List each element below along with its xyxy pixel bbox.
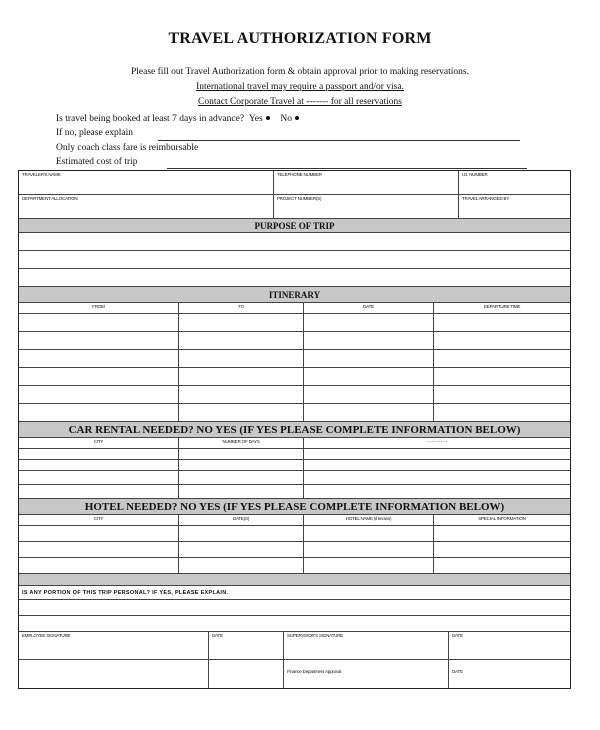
info-cell[interactable] <box>304 460 570 470</box>
hotel-city-cell[interactable] <box>19 526 179 541</box>
days-cell[interactable] <box>179 471 304 484</box>
blank-date-cell[interactable] <box>209 660 284 688</box>
hotel-row <box>19 558 570 574</box>
time-cell[interactable] <box>434 368 570 385</box>
car-rental-header: CAR RENTAL NEEDED? NO YES (IF YES PLEASE COMPLETE INFORMATION BELOW) <box>19 422 570 438</box>
col-to: TO <box>179 303 304 313</box>
id-number-field[interactable]: I.D. NUMBER <box>462 172 488 177</box>
arranged-by-field[interactable]: TRAVEL ARRANGED BY <box>462 196 510 201</box>
itinerary-row <box>19 404 570 422</box>
personal-explain-line[interactable] <box>19 600 570 616</box>
hotel-city-cell[interactable] <box>19 542 179 557</box>
personal-section-bar <box>19 574 570 586</box>
purpose-header: PURPOSE OF TRIP <box>19 219 570 233</box>
date-cell[interactable] <box>304 386 434 403</box>
personal-trip-question: IS ANY PORTION OF THIS TRIP PERSONAL? IF YES, PLEASE EXPLAIN. <box>19 586 570 600</box>
col-special-info: SPECIAL INFORMATION <box>478 516 526 521</box>
hotel-dates-cell[interactable] <box>179 526 304 541</box>
info-cell[interactable] <box>304 449 570 459</box>
col-car-info: - - - - - - - - - <box>426 439 448 444</box>
city-cell[interactable] <box>19 471 179 484</box>
hotel-columns <box>19 515 570 526</box>
to-cell[interactable] <box>179 332 304 349</box>
explain-label: If no, please explain <box>56 128 134 138</box>
supervisor-date-field[interactable]: DATE <box>452 633 463 638</box>
department-field[interactable]: DEPARTMENT ALLOCATION <box>19 195 274 218</box>
special-info-cell[interactable] <box>434 526 570 541</box>
contact-text: Contact Corporate Travel at ------- for all reservations <box>198 97 402 107</box>
itinerary-header: ITINERARY <box>19 287 570 303</box>
city-cell[interactable] <box>19 449 179 459</box>
itinerary-row <box>19 368 570 386</box>
to-cell[interactable] <box>179 404 304 421</box>
from-cell[interactable] <box>19 404 179 421</box>
days-cell[interactable] <box>179 485 304 498</box>
finance-date-field[interactable]: DATE <box>452 669 463 674</box>
no-label: No <box>280 114 293 124</box>
hotel-header: HOTEL NEEDED? NO YES (IF YES PLEASE COMPLETE INFORMATION BELOW) <box>19 499 570 515</box>
blank-sig-cell[interactable] <box>19 660 209 688</box>
col-city: CITY <box>19 438 179 448</box>
cost-label: Estimated cost of trip <box>56 157 138 167</box>
car-rental-columns <box>19 438 570 449</box>
city-cell[interactable] <box>19 485 179 498</box>
car-rental-row <box>19 460 570 471</box>
special-info-cell[interactable] <box>434 558 570 573</box>
passport-text: International travel may require a passport and/or visa. <box>196 82 404 92</box>
itinerary-columns <box>19 303 570 314</box>
to-cell[interactable] <box>179 368 304 385</box>
date-cell[interactable] <box>304 404 434 421</box>
department-row <box>19 195 570 219</box>
info-cell[interactable] <box>304 471 570 484</box>
col-hotel-name: HOTEL NAME (if known) <box>304 515 434 525</box>
travelers-name-field[interactable]: TRAVELER'S NAME <box>19 171 274 194</box>
to-cell[interactable] <box>179 386 304 403</box>
date-cell[interactable] <box>304 314 434 331</box>
hotel-row <box>19 542 570 558</box>
cost-field[interactable] <box>167 168 527 169</box>
car-rental-row <box>19 449 570 460</box>
date-cell[interactable] <box>304 332 434 349</box>
hotel-dates-cell[interactable] <box>179 558 304 573</box>
col-from: FROM <box>19 303 179 313</box>
itinerary-row <box>19 386 570 404</box>
purpose-line[interactable] <box>19 233 570 251</box>
explain-field[interactable] <box>158 140 520 141</box>
purpose-line[interactable] <box>19 269 570 287</box>
to-cell[interactable] <box>179 350 304 367</box>
personal-explain-line[interactable] <box>19 616 570 632</box>
signature-row <box>19 632 570 660</box>
col-hotel-dates: DATE(S) <box>179 515 304 525</box>
time-cell[interactable] <box>434 332 570 349</box>
col-number-of-days: NUMBER OF DAYS <box>179 438 304 448</box>
coach-note: Only coach class fare is reimbursable <box>56 143 199 153</box>
finance-approval-field[interactable]: Finance Department Approval <box>284 660 449 688</box>
time-cell[interactable] <box>434 386 570 403</box>
itinerary-row <box>19 350 570 368</box>
telephone-field[interactable]: TELEPHONE NUMBER <box>274 171 459 194</box>
project-number-field[interactable]: PROJECT NUMBER(S) <box>274 195 459 218</box>
col-hotel-city: CITY <box>19 515 179 525</box>
from-cell[interactable] <box>19 386 179 403</box>
employee-signature-field[interactable]: EMPLOYEE SIGNATURE <box>19 632 209 659</box>
info-cell[interactable] <box>304 485 570 498</box>
days-cell[interactable] <box>179 449 304 459</box>
traveler-info-row <box>19 171 570 195</box>
purpose-line[interactable] <box>19 251 570 269</box>
hotel-dates-cell[interactable] <box>179 542 304 557</box>
hotel-row <box>19 526 570 542</box>
finance-approval-row <box>19 660 570 688</box>
time-cell[interactable] <box>434 404 570 421</box>
from-cell[interactable] <box>19 332 179 349</box>
col-departure-time: DEPARTURE TIME <box>483 304 521 309</box>
hotel-name-cell[interactable] <box>304 558 434 573</box>
from-cell[interactable] <box>19 350 179 367</box>
date-cell[interactable] <box>304 350 434 367</box>
advance-booking-question <box>56 114 305 124</box>
intro-contact-note <box>0 97 600 107</box>
yes-radio[interactable] <box>266 116 270 120</box>
yes-label: Yes <box>248 114 263 124</box>
authorization-form-table <box>18 170 571 689</box>
hotel-name-cell[interactable] <box>304 542 434 557</box>
itinerary-row <box>19 332 570 350</box>
no-radio[interactable] <box>295 116 299 120</box>
itinerary-row <box>19 314 570 332</box>
car-rental-row <box>19 471 570 485</box>
intro-instructions: Please fill out Travel Authorization form & obtain approval prior to making reservations. <box>131 67 469 77</box>
city-cell[interactable] <box>19 460 179 470</box>
employee-date-field[interactable]: DATE <box>209 632 284 659</box>
form-title: TRAVEL AUTHORIZATION FORM <box>168 30 432 47</box>
time-cell[interactable] <box>434 350 570 367</box>
special-info-cell[interactable] <box>434 542 570 557</box>
car-rental-row <box>19 485 570 499</box>
hotel-city-cell[interactable] <box>19 558 179 573</box>
to-cell[interactable] <box>179 314 304 331</box>
supervisor-signature-field[interactable]: SUPERVISOR'S SIGNATURE <box>284 632 449 659</box>
col-date: DATE <box>304 303 434 313</box>
time-cell[interactable] <box>434 314 570 331</box>
intro-passport-note <box>0 82 600 92</box>
date-cell[interactable] <box>304 368 434 385</box>
from-cell[interactable] <box>19 314 179 331</box>
days-cell[interactable] <box>179 460 304 470</box>
advance-booking-text: Is travel being booked at least 7 days in advance? <box>56 114 245 124</box>
from-cell[interactable] <box>19 368 179 385</box>
hotel-name-cell[interactable] <box>304 526 434 541</box>
